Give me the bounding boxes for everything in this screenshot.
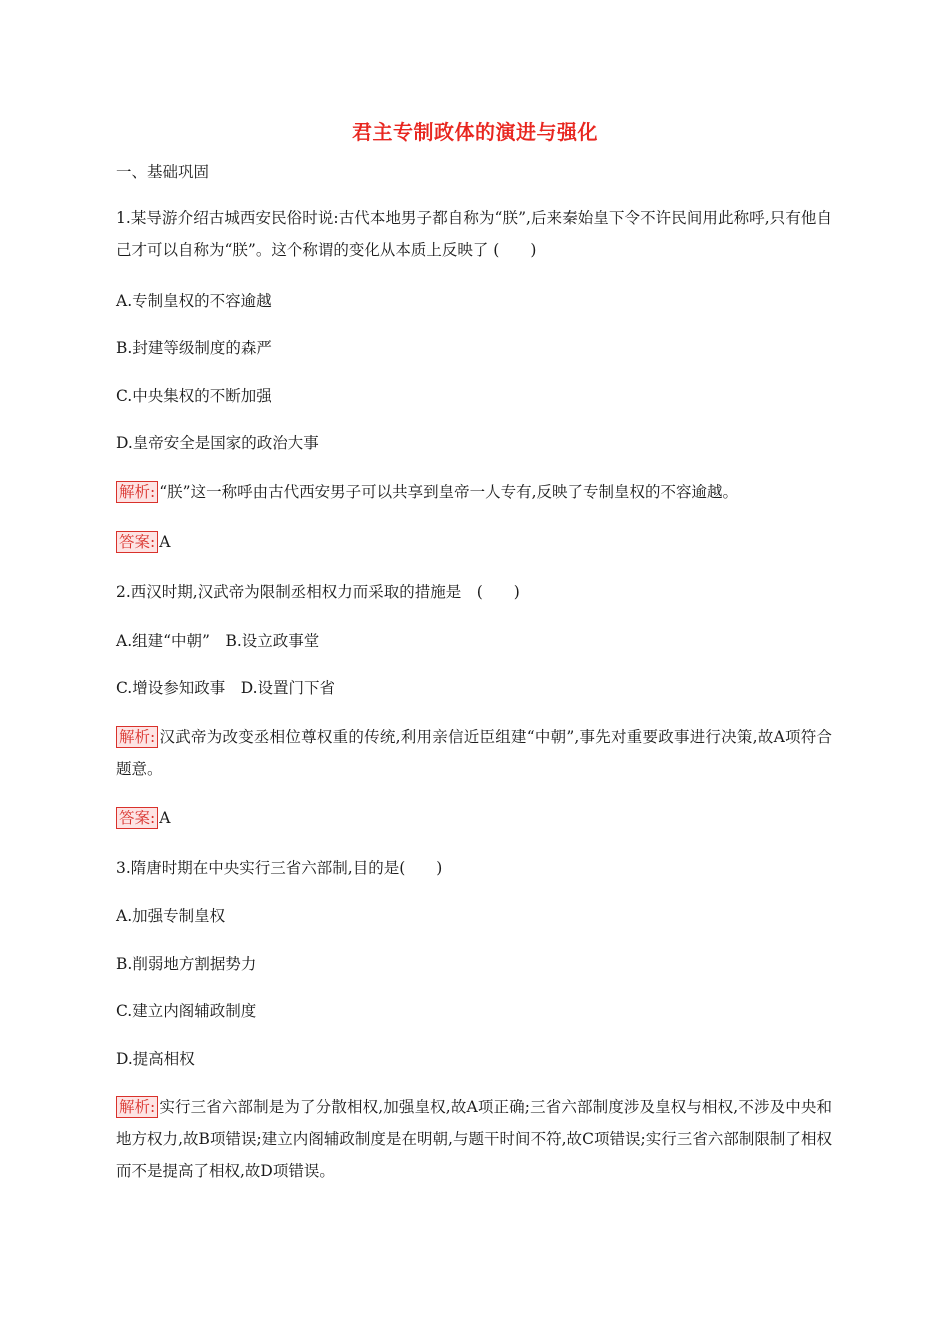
answer-tag: 答案: (116, 807, 158, 829)
question-2-options-cd: C.增设参知政事 D.设置门下省 (116, 679, 336, 697)
question-1-option-a: A.专制皇权的不容逾越 (116, 292, 272, 310)
question-3-option-d: D.提高相权 (116, 1050, 195, 1068)
question-1-option-b: B.封建等级制度的森严 (116, 339, 272, 357)
question-1-stem: 1.某导游介绍古城西安民俗时说:古代本地男子都自称为“朕”,后来秦始皇下令不许民间用此称呼,只有他自己才可以自称为“朕”。这个称谓的变化从本质上反映了 ( ) (116, 209, 832, 259)
question-3-option-c: C.建立内阁辅政制度 (116, 1002, 257, 1020)
question-2-analysis (116, 721, 832, 785)
question-1-analysis (116, 476, 832, 508)
question-3-option-a: A.加强专制皇权 (116, 907, 226, 925)
page-title: 君主专制政体的演进与强化 (352, 120, 598, 144)
question-2-options-ab: A.组建“中朝” B.设立政事堂 (116, 632, 320, 650)
question-3-option-b: B.削弱地方割据势力 (116, 955, 257, 973)
answer-text: A (159, 809, 171, 827)
question-2-answer (116, 802, 832, 834)
analysis-tag: 解析: (116, 481, 158, 503)
question-2-stem: 2.西汉时期,汉武帝为限制丞相权力而采取的措施是 ( ) (116, 583, 520, 601)
analysis-tag: 解析: (116, 1096, 158, 1118)
analysis-text: 实行三省六部制是为了分散相权,加强皇权,故A项正确;三省六部制度涉及皇权与相权,不涉及中央和地方权力,故B项错误;建立内阁辅政制度是在明朝,与题干时间不符,故C项错误;实行三省六部制限制了相权而不是提高了相权,故D项错误。 (116, 1098, 832, 1180)
analysis-tag: 解析: (116, 726, 158, 748)
answer-text: A (159, 533, 171, 551)
section-heading: 一、基础巩固 (116, 163, 210, 181)
question-1-option-c: C.中央集权的不断加强 (116, 387, 272, 405)
question-1-option-d: D.皇帝安全是国家的政治大事 (116, 434, 319, 452)
question-1-answer (116, 526, 832, 558)
question-3-stem: 3.隋唐时期在中央实行三省六部制,目的是( ) (116, 859, 443, 877)
answer-tag: 答案: (116, 531, 158, 553)
question-3-analysis (116, 1091, 832, 1187)
analysis-text: “朕”这一称呼由古代西安男子可以共享到皇帝一人专有,反映了专制皇权的不容逾越。 (159, 483, 739, 501)
analysis-text: 汉武帝为改变丞相位尊权重的传统,利用亲信近臣组建“中朝”,事先对重要政事进行决策,故A项符合题意。 (116, 728, 832, 778)
